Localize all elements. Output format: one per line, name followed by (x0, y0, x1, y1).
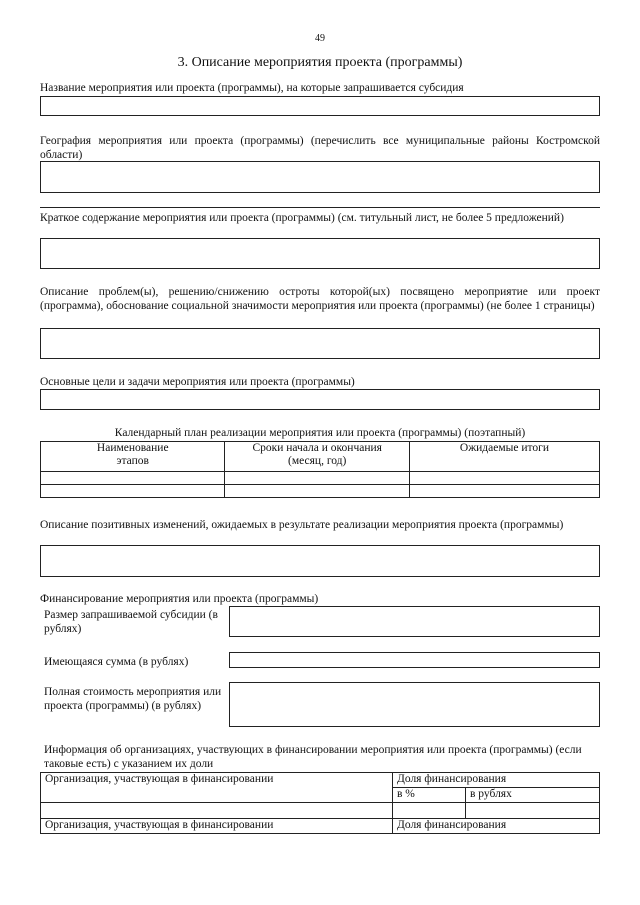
table-cell[interactable] (225, 472, 409, 485)
project-name-field[interactable] (40, 96, 600, 116)
table-row (41, 819, 600, 834)
geography-field[interactable] (40, 161, 600, 193)
table-cell[interactable] (41, 472, 225, 485)
plan-header-dates-line1: Сроки начала и окончания (252, 442, 382, 454)
plan-header-stages-line1: Наименование (96, 442, 169, 454)
plan-table-header (41, 442, 600, 472)
table-row (41, 472, 600, 485)
plan-header-stages (41, 442, 225, 472)
financing-title: Финансирование мероприятия или проекта (программы) (40, 593, 319, 605)
project-name-label: Название мероприятия или проекта (программы), на которые запрашивается субсидия (40, 82, 464, 94)
table-cell[interactable] (225, 485, 409, 498)
goals-label: Основные цели и задачи мероприятия или проекта (программы) (40, 376, 355, 388)
table-cell[interactable] (41, 485, 225, 498)
page-number: 49 (315, 33, 325, 44)
page-title: 3. Описание мероприятия проекта (программы) (177, 55, 463, 70)
percent-header: в % (393, 788, 466, 803)
org-header: Организация, участвующая в финансировании (41, 773, 393, 803)
summary-field[interactable] (40, 238, 600, 269)
table-cell[interactable] (409, 485, 599, 498)
table-row (41, 803, 600, 819)
geography-label: География мероприятия или проекта (программы) (перечислить все муниципальные районы Костромской области) (40, 135, 600, 161)
plan-header-results (409, 442, 599, 472)
summary-label: Краткое содержание мероприятия или проекта (программы) (см. титульный лист, не более 5 предложений) (40, 212, 564, 224)
plan-table (40, 441, 600, 498)
org-header-2: Организация, участвующая в финансировании (41, 819, 393, 834)
existing-amount-label: Имеющаяся сумма (в рублях) (44, 656, 189, 668)
share-header: Доля финансирования (393, 773, 600, 788)
table-cell[interactable] (409, 472, 599, 485)
table-row (41, 773, 600, 788)
table-cell[interactable] (466, 803, 600, 819)
plan-header-dates (225, 442, 409, 472)
table-cell[interactable] (41, 803, 393, 819)
share-header-2: Доля финансирования (393, 819, 600, 834)
requested-subsidy-field[interactable] (229, 606, 600, 637)
orgs-info-label: Информация об организациях, участвующих в финансировании мероприятия или проекта (программы) (если таковые есть) с указанием их доли (44, 744, 582, 770)
plan-header-results-line1: Ожидаемые итоги (459, 442, 550, 454)
problem-label: Описание проблем(ы), решению/снижению остроты которой(ых) посвящено мероприятие или проект (программа), обоснование социальной значимости мероприятия или проекта (программы) (не более 1 страницы) (40, 286, 600, 312)
rubles-header: в рублях (466, 788, 600, 803)
plan-title: Календарный план реализации мероприятия или проекта (программы) (поэтапный) (114, 427, 526, 439)
requested-subsidy-label: Размер запрашиваемой субсидии (в рублях) (44, 609, 218, 635)
existing-amount-field[interactable] (229, 652, 600, 668)
changes-field[interactable] (40, 545, 600, 577)
goals-field[interactable] (40, 389, 600, 410)
problem-field[interactable] (40, 328, 600, 359)
changes-label: Описание позитивных изменений, ожидаемых в результате реализации мероприятия проекта (программы) (40, 519, 564, 531)
plan-header-stages-line2: этапов (116, 455, 149, 467)
table-row (41, 485, 600, 498)
section-divider (40, 207, 600, 208)
table-cell[interactable] (393, 803, 466, 819)
total-cost-label: Полная стоимость мероприятия или проекта (программы) (в рублях) (44, 686, 222, 712)
total-cost-field[interactable] (229, 682, 600, 727)
orgs-table (40, 772, 600, 834)
plan-header-dates-line2: (месяц, год) (288, 455, 347, 467)
